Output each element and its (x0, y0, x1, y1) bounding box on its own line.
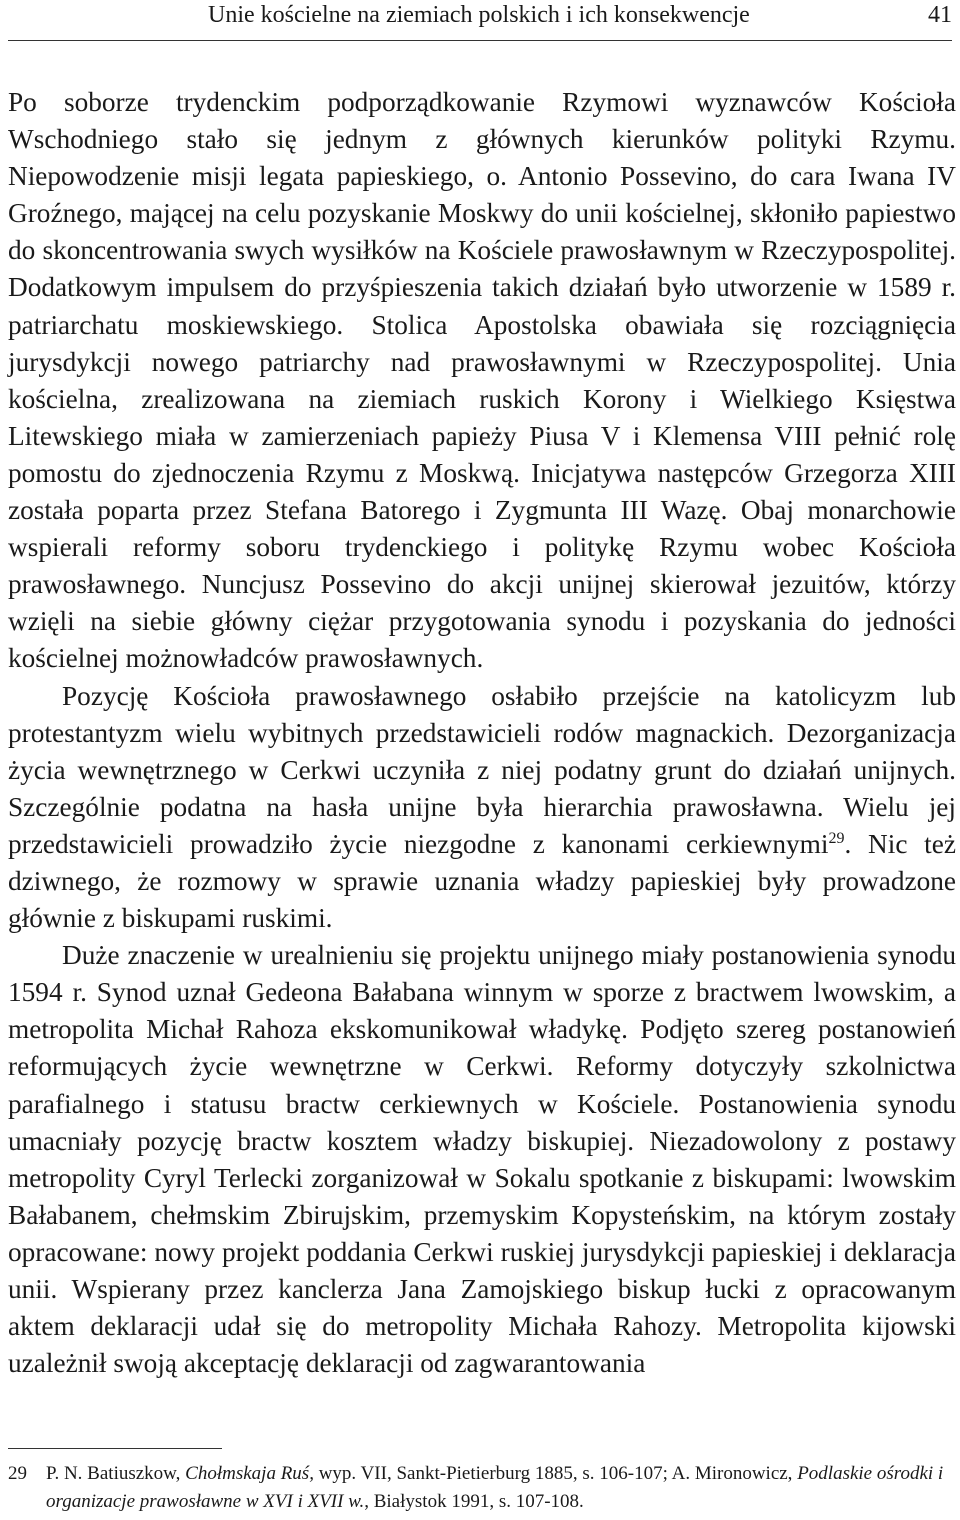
footnote-reference[interactable]: 29 (828, 829, 845, 847)
page-number: 41 (928, 2, 952, 28)
running-title: Unie kościelne na ziemiach polskich i ich konsekwencje (208, 2, 750, 28)
footnote-number: 29 (8, 1463, 27, 1484)
footnote (8, 1460, 956, 1516)
footnote-details-2: , Białystok 1991, s. 107-108. (364, 1491, 584, 1512)
paragraph-2-text: Pozycję Kościoła prawosławnego osłabiło przejście na katolicyzm lub protestantyzm wielu wybitnych przedstawicieli rodów magnackich. Dezorganizacja życia wewnętrznego w Cerkwi uczyniła z niej podatny grunt do działań unijnych. Szczególnie podatna na hasła unijne była hierarchia prawosławna. Wielu jej przedstawicieli prowadziło życie niezgodne z kanonami cerkiewnymi (8, 680, 956, 859)
paragraph-2 (8, 678, 956, 938)
footnote-separator (8, 1448, 222, 1449)
running-header (8, 0, 952, 41)
footnote-title-1: Chołmskaja Ruś, (185, 1463, 314, 1484)
footnote-title-2: Podlaskie ośrodki i organizacje prawosławne w XVI i XVII w. (46, 1463, 944, 1512)
paragraph-3: Duże znaczenie w urealnieniu się projektu unijnego miały postanowienia synodu 1594 r. Synod uznał Gedeona Bałabana winnym w sporze z bractwem lwowskim, a metropolita Michał Rahoza ekskomunikował władykę. Podjęto szereg postanowień reformujących życie wewnętrzne w Cerkwi. Reformy dotyczyły szkolnictwa parafialnego i statusu bractw cerkiewnych w Kościele. Postanowienia synodu umacniały pozycję bractw kosztem władzy biskupiej. Niezadowolony z postawy metropolity Cyryl Terlecki zorganizował w Sokalu spotkanie z biskupami: lwowskim Bałabanem, chełmskim Zbirujskim, przemyskim Kopysteńskim, na którym zostały opracowane: nowy projekt poddania Cerkwi ruskiej jurysdykcji papieskiej i deklaracja unii. Wspierany przez kanclerza Jana Zamojskiego biskup łucki z opracowanym aktem deklaracji udał się do metropolity Michała Rahozy. Metropolita kijowski uzależnił swoją akceptację deklaracji od zagwarantowania (8, 940, 956, 1379)
footnote-details-1: wyp. VII, Sankt-Pietierburg 1885, s. 106-107; A. Mironowicz, (313, 1463, 798, 1484)
footnote-author-1: P. N. Batiuszkow, (46, 1463, 186, 1484)
paragraph-1: Po soborze trydenckim podporządkowanie Rzymowi wyznawców Kościoła Wschodniego stało się jednym z głównych kierunków polityki Rzymu. Niepowodzenie misji legata papieskiego, o. Antonio Possevino, do cara Iwana IV Groźnego, mającej na celu pozyskanie Moskwy do unii kościelnej, skłoniło papiestwo do skoncentrowania swych wysiłków na Kościele prawosławnym w Rzeczypospolitej. Dodatkowym impulsem do przyśpieszenia takich działań było utworzenie w 1589 r. patriarchatu moskiewskiego. Stolica Apostolska obawiała się rozciągnięcia jurysdykcji nowego patriarchy nad prawosławnymi w Rzeczypospolitej. Unia kościelna, zrealizowana na ziemiach ruskich Korony i Wielkiego Księstwa Litewskiego miała w zamierzeniach papieży Piusa V i Klemensa VIII pełnić rolę pomostu do zjednoczenia Rzymu z Moskwą. Inicjatywa następców Grzegorza XIII została poparta przez Stefana Batorego i Zygmunta III Wazę. Obaj monarchowie wspierali reformy soboru trydenckiego i politykę Rzymu wobec Kościoła prawosławnego. Nuncjusz Possevino do akcji unijnej skierował jezuitów, którzy wzięli na siebie główny ciężar przygotowania synodu i pozyskania do jedności kościelnej możnowładców prawosławnych. (8, 87, 956, 674)
paragraph-2-continuation: . Nic też dziwnego, że rozmowy w sprawie uznania władzy papieskiej były prowadzone głównie z biskupami ruskimi. (8, 828, 957, 934)
footnote-text (46, 1460, 956, 1516)
body-text (8, 84, 956, 1382)
